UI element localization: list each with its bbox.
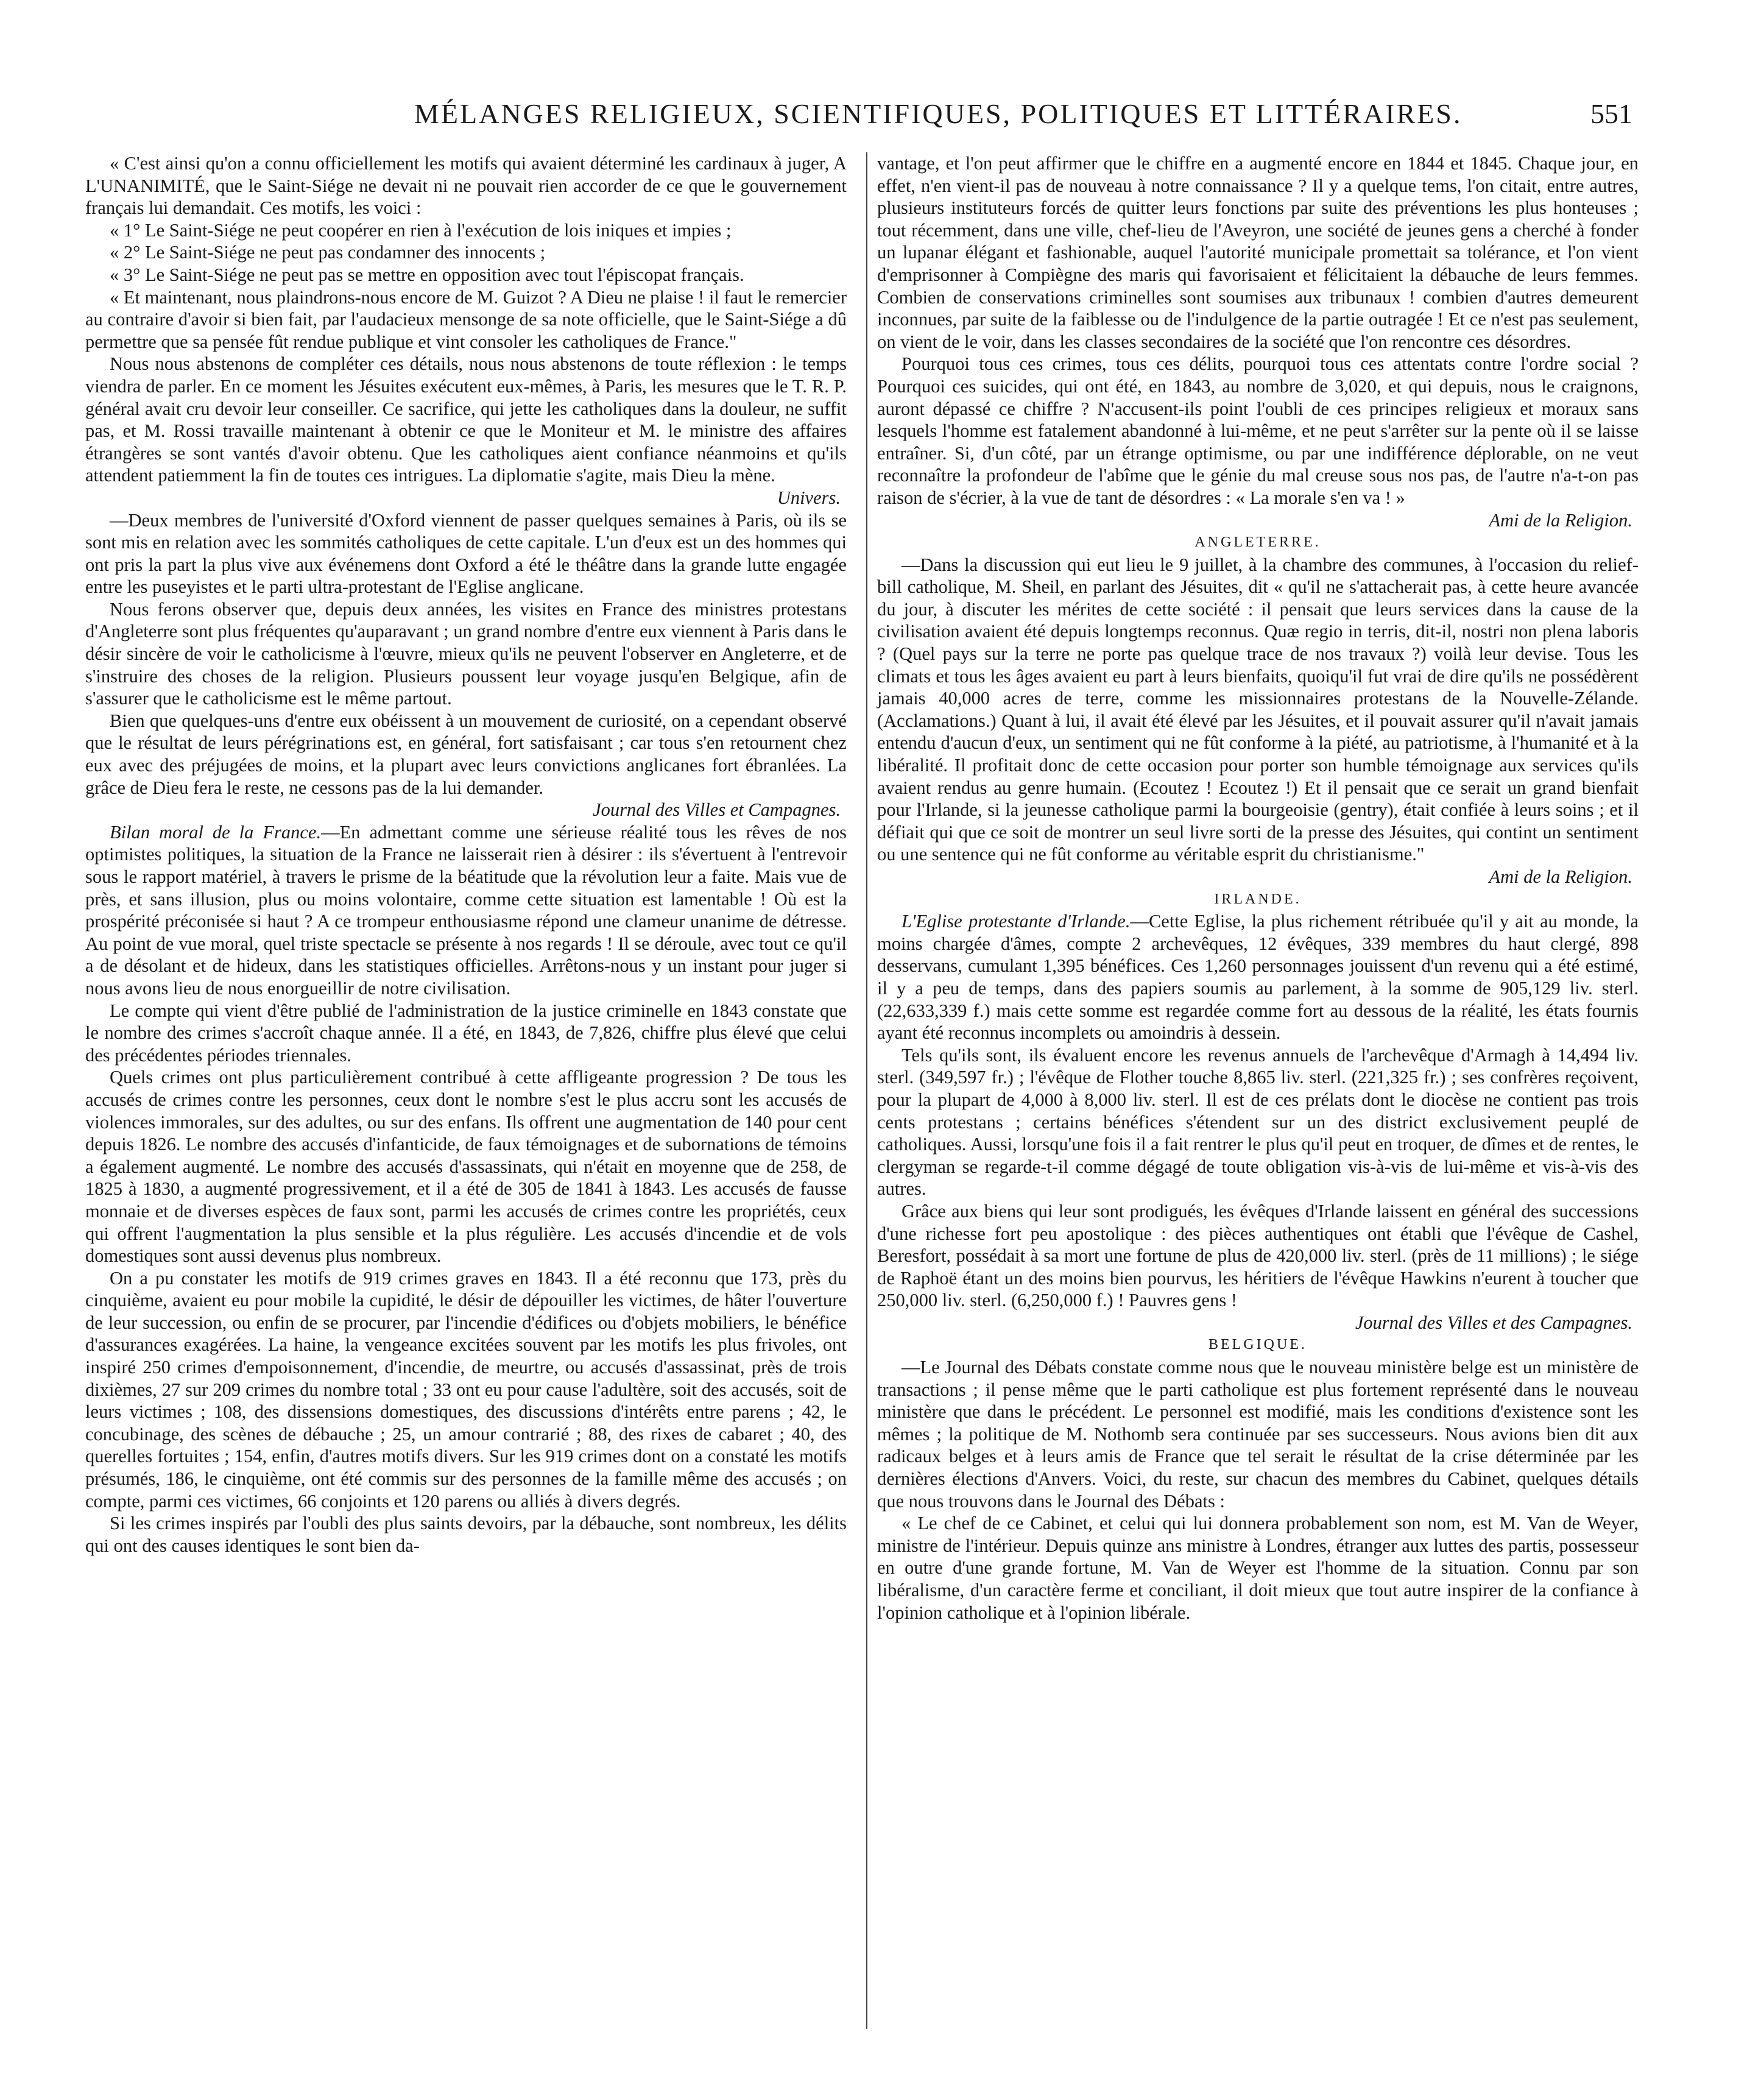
paragraph: Grâce aux biens qui leur sont prodigués, les évêques d'Irlande laissent en général des successions d'une richesse fort peu apostolique : des pièces authentiques ont établi que l'évêque de Cashel, Beresfort, possédait à sa mort une fortune de plus de 420,000 liv. sterl. (près de 11 millions) ; le siége de Raphoë étant un des moins bien pourvus, les héritiers de l'évêque Hawkins n'eurent à toucher que 250,000 liv. sterl. (6,250,000 f.) ! Pauvres gens ! bbox=[877, 1200, 1639, 1311]
paragraph: —Deux membres de l'université d'Oxford viennent de passer quelques semaines à Paris, où ils se sont mis en relation avec les sommités catholiques de cette capitale. L'un d'eux est un des hommes qui ont pris la part la plus vive aux événemens dont Oxford a été le théâtre dans la grande lutte engagée entre les puseyistes et le parti ultra-protestant de l'Eglise anglicane. bbox=[85, 509, 847, 598]
paragraph: Le compte qui vient d'être publié de l'administration de la justice criminelle en 1843 constate que le nombre des crimes s'accroît chaque année. Il a été, en 1843, de 7,826, chiffre plus élevé que celui des précédentes périodes triennales. bbox=[85, 1000, 847, 1066]
section-heading: ANGLETERRE. bbox=[1194, 534, 1321, 551]
article-lead: L'Eglise protestante d'Irlande. bbox=[901, 911, 1131, 932]
paragraph bbox=[85, 821, 847, 1000]
paragraph: « 3° Le Saint-Siége ne peut pas se mettre en opposition avec tout l'épiscopat français. bbox=[110, 264, 744, 285]
source-attribution: Ami de la Religion. bbox=[1489, 866, 1632, 887]
left-column bbox=[85, 152, 847, 1557]
article-lead: Bilan moral de la France. bbox=[110, 821, 322, 843]
right-column bbox=[877, 152, 1639, 1624]
page-number: 551 bbox=[1590, 98, 1632, 129]
page-header bbox=[85, 97, 1632, 132]
paragraph: On a pu constater les motifs de 919 crimes graves en 1843. Il a été reconnu que 173, près du cinquième, avaient eu pour mobile la cupidité, le désir de dépouiller les victimes, de hâter l'ouverture de leur succession, ou enfin de se procurer, par l'incendie d'édifices ou d'objets mobiliers, le bénéfice d'assurances exagérées. La haine, la vengeance excitées souvent par les motifs les plus frivoles, ont inspiré 250 crimes d'empoisonnement, d'incendie, de meurtre, ou accusés d'assassinat, près de trois dixièmes, 27 sur 209 crimes du nombre total ; 33 ont eu pour cause l'adultère, soit des accusés, soit de leurs victimes ; 108, des dissensions domestiques, des discussions d'intérêts entre parens ; 42, le concubinage, des scènes de débauche ; 25, un amour contrarié ; 88, des rixes de cabaret ; 40, des querelles fortuites ; 154, enfin, d'autres motifs divers. Sur les 919 crimes dont on a constaté les motifs présumés, 186, le cinquième, ont été commis sur des personnes de la famille même des accusés ; on compte, parmi ces victimes, 66 conjoints et 120 parens ou alliés à divers degrés. bbox=[85, 1267, 847, 1512]
paragraph: Pourquoi tous ces crimes, tous ces délits, pourquoi tous ces attentats contre l'ordre social ? Pourquoi ces suicides, qui ont été, en 1843, au nombre de 3,020, et qui depuis, nous le craignons, auront dépassé ce chiffre ? N'accusent-ils point l'oubli de ces principes religieux et moraux sans lesquels l'homme est fatalement abandonné à lui-même, et ne peut s'arrêter sur la pente où il se laisse entraîner. Si, d'un côté, par un étrange optimisme, ou par une indifférence déplorable, on ne veut reconnaître la profondeur de l'abîme que le génie du mal creuse sous nos pas, de l'autre n'a-t-on pas raison de s'écrier, à la vue de tant de désordres : « La morale s'en va ! » bbox=[877, 353, 1639, 508]
running-title: MÉLANGES RELIGIEUX, SCIENTIFIQUES, POLITIQUES ET LITTÉRAIRES. bbox=[414, 98, 1462, 129]
paragraph: Bien que quelques-uns d'entre eux obéissent à un mouvement de curiosité, on a cependant observé que le résultat de leurs pérégrinations est, en général, fort satisfaisant ; car tous s'en retournent chez eux avec des préjugées de moins, et la plupart avec leurs convictions anglicanes fort ébranlées. La grâce de Dieu fera le reste, ne cessons pas de la lui demander. bbox=[85, 710, 847, 798]
source-attribution: Ami de la Religion. bbox=[1489, 509, 1632, 531]
paragraph: Nous nous abstenons de compléter ces détails, nous nous abstenons de toute réflexion : le temps viendra de parler. En ce moment les Jésuites exécutent eux-mêmes, à Paris, les mesures que le T. R. P. général avait cru devoir leur conseiller. Ce sacrifice, qui jette les catholiques dans la douleur, ne suffit pas, et M. Rossi travaille maintenant à obtenir ce que le Moniteur et M. le ministre des affaires étrangères se sont vantés d'avoir obtenu. Que les catholiques aient confiance néanmoins et qu'ils attendent patiemment la fin de toutes ces intrigues. La diplomatie s'agite, mais Dieu la mène. bbox=[85, 353, 847, 486]
paragraph: Quels crimes ont plus particulièrement contribué à cette affligeante progression ? De tous les accusés de crimes contre les personnes, ceux dont le nombre s'est le plus accru sont les accusés de violences immorales, sur des adultes, ou sur des enfans. Ils offrent une augmentation de 140 pour cent depuis 1826. Le nombre des accusés d'infanticide, de faux témoignages et de subornations de témoins a également augmenté. Le nombre des accusés d'assassinats, qui n'était en moyenne que de 258, de 1825 à 1830, a augmenté progressivement, et il a été de 305 de 1841 à 1843. Les accusés de fausse monnaie et de diverses espèces de faux sont, parmi les accusés de crimes contre les propriétés, ceux qui offrent l'augmentation la plus sensible et la plus régulière. Les accusés d'incendie et de vols domestiques sont aussi devenus plus nombreux. bbox=[85, 1067, 847, 1267]
paragraph: « C'est ainsi qu'on a connu officiellement les motifs qui avaient déterminé les cardinaux à juger, A L'UNANIMITÉ, que le Saint-Siége ne devait ni ne pouvait rien accorder de ce que le gouvernement français lui demandait. Ces motifs, les voici : bbox=[85, 153, 847, 219]
section-heading: IRLANDE. bbox=[1214, 891, 1302, 907]
paragraph bbox=[877, 910, 1639, 1044]
paragraph: « 2° Le Saint-Siége ne peut pas condamner des innocents ; bbox=[110, 242, 546, 263]
section-heading: BELGIQUE. bbox=[1208, 1337, 1307, 1353]
paragraph: « Le chef de ce Cabinet, et celui qui lui donnera probablement son nom, est M. Van de Weyer, ministre de l'intérieur. Depuis quinze ans ministre à Londres, étranger aux luttes des partis, possesseur en outre d'une grande fortune, M. Van de Weyer est l'homme de la situation. Connu par son libéralisme, d'un caractère ferme et conciliant, il doit mieux que tout autre inspirer de la confiance à l'opinion catholique et à l'opinion libérale. bbox=[877, 1513, 1639, 1623]
source-attribution: Univers. bbox=[777, 487, 841, 508]
paragraph: —Dans la discussion qui eut lieu le 9 juillet, à la chambre des communes, à l'occasion du relief-bill catholique, M. Sheil, en parlant des Jésuites, dit « qu'il ne s'attacherait pas, à cette heure avancée du jour, à discuter les mérites de cette société : il pensait que leurs services dans la cause de la civilisation avaient été depuis longtemps reconnus. Quæ regio in terris, dit-il, nostri non plena laboris ? (Quel pays sur la terre ne porte pas quelque trace de nos travaux ?) voilà leur devise. Tous les climats et tous les âges avaient eu part à leurs bienfaits, quoiqu'il fut vrai de dire qu'ils ne possédèrent jamais 40,000 acres de terre, comme les missionnaires protestans de la Nouvelle-Zélande. (Acclamations.) Quant à lui, il avait été élevé par les Jésuites, et il pouvait assurer qu'il n'avait jamais entendu d'aucun d'eux, un sentiment qui ne fût conforme à la piété, au patriotisme, à l'humanité et à la libéralité. Il profitait donc de cette occasion pour porter son humble témoignage aux services qu'ils avaient rendus au genre humain. (Ecoutez ! Ecoutez !) Et il pensait que ce serait un grand bienfait pour l'Irlande, si la jeunesse catholique parmi la bourgeoisie (gentry), était confiée à leurs soins ; et il défiait qui que ce soit de montrer un seul livre sorti de la presse des Jésuites, qui contint un sentiment ou une sentence qui ne fût conforme au véritable esprit du christianisme." bbox=[877, 554, 1639, 865]
paragraph: vantage, et l'on peut affirmer que le chiffre en a augmenté encore en 1844 et 1845. Chaque jour, en effet, n'en vient-il pas de nouveau à notre connaissance ? Il y a quelque tems, l'on citait, entre autres, plusieurs instituteurs forcés de quitter leurs fonctions par suite des préventions les plus honteuses ; tout récemment, dans une ville, chef-lieu de l'Aveyron, une société de jeunes gens a cherché à fonder un lupanar élégant et fashionable, auquel l'autorité municipale promettait sa tolérance, et l'on vient d'emprisonner à Compiègne des maris qui favorisaient et félicitaient la débauche de leurs femmes. Combien de conservations criminelles sont soumises aux tribunaux ! combien d'autres demeurent inconnues, par suite de la faiblesse ou de l'indulgence de la partie outragée ! Et ce n'est pas seulement, on vient de le voir, dans les classes secondaires de la société que l'on rencontre ces désordres. bbox=[877, 153, 1639, 352]
article-body: —En admettant comme une sérieuse réalité tous les rêves de nos optimistes politiques, la situation de la France ne laisserait rien à désirer : ils s'évertuent à l'entrevoir sous le rapport matériel, à travers le prisme de la béatitude que la révolution leur a faite. Mais vue de près, et sans illusion, plus ou moins volontaire, comme cette situation est lamentable ! Où est la prospérité préconisée si haut ? A ce trompeur enthousiasme répond une clameur unanime de détresse. Au point de vue moral, quel triste spectacle se présente à nos regards ! Il se déroule, avec tout ce qu'il a de désolant et de hideux, dans les statistiques officielles. Arrêtons-nous y un instant pour juger si nous avons lieu de nous enorgueillir de notre civilisation. bbox=[85, 821, 847, 999]
paragraph: Tels qu'ils sont, ils évaluent encore les revenus annuels de l'archevêque d'Armagh à 14,494 liv. sterl. (349,597 fr.) ; l'évêque de Flother touche 8,865 liv. sterl. (221,325 fr.) ; ses confrères reçoivent, pour la plupart de 4,000 à 8,000 liv. sterl. Il est de ces prélats dont le diocèse ne contient pas trois cents protestans ; certains bénéfices s'étendent sur un des district exclusivement peuplé de catholiques. Aussi, lorsqu'une fois il a fait rentrer le plus qu'il peut en troquer, de dîmes et de rentes, le clergyman se regarde-t-il comme dégagé de toute obligation vis-à-vis de lui-même et vis-à-vis des autres. bbox=[877, 1044, 1639, 1200]
paragraph: Nous ferons observer que, depuis deux années, les visites en France des ministres protestans d'Angleterre sont plus fréquentes qu'auparavant ; un grand nombre d'entre eux viennent à Paris dans le désir sincère de voir le catholicisme à l'œuvre, mieux qu'ils ne peuvent l'observer en Angleterre, et de s'instruire des choses de la religion. Plusieurs poussent leur voyage jusqu'en Belgique, afin de s'assurer que le catholicisme est le même partout. bbox=[85, 598, 847, 709]
column-divider bbox=[866, 152, 867, 2029]
source-attribution: Journal des Villes et Campagnes. bbox=[593, 799, 841, 821]
paragraph: —Le Journal des Débats constate comme nous que le nouveau ministère belge est un ministère de transactions ; il pense même que le parti catholique est plus fortement représenté dans le nouveau ministère que dans le précédent. Le personnel est modifié, mais les conditions d'existence sont les mêmes ; la politique de M. Nothomb sera continuée par ses successeurs. Nous avions bien dit aux radicaux belges et à leurs amis de France que tel serait le résultat de la crise déterminée par les dernières élections d'Anvers. Voici, du reste, sur chacun des membres du Cabinet, quelques détails que nous trouvons dans le Journal des Débats : bbox=[877, 1357, 1639, 1512]
paragraph: « 1° Le Saint-Siége ne peut coopérer en rien à l'exécution de lois iniques et impies ; bbox=[110, 219, 732, 241]
source-attribution: Journal des Villes et des Campagnes. bbox=[1355, 1312, 1632, 1333]
paragraph: Si les crimes inspirés par l'oubli des plus saints devoirs, par la débauche, sont nombreux, les délits qui ont des causes identiques le sont bien da- bbox=[85, 1513, 847, 1556]
paragraph: « Et maintenant, nous plaindrons-nous encore de M. Guizot ? A Dieu ne plaise ! il faut le remercier au contraire d'avoir si bien fait, par l'audacieux mensonge de sa note officielle, que le Saint-Siége a dû permettre que sa pensée fût rendue publique et vint consoler les catholiques de France." bbox=[85, 286, 847, 352]
article-body: —Cette Eglise, la plus richement rétribuée qu'il y ait au monde, la moins chargée d'âmes, compte 2 archevêques, 12 évêques, 339 membres du haut clergé, 898 desservans, cumulant 1,395 bénéfices. Ces 1,260 personnages jouissent d'un revenu qui a été estimé, il y a peu de temps, dans des papiers soumis au parlement, à la somme de 905,129 liv. sterl. (22,633,339 f.) mais cette somme est regardée comme fort au dessous de la réalité, les états fournis ayant été reconnus incomplets ou amoindris à dessein. bbox=[877, 911, 1639, 1044]
